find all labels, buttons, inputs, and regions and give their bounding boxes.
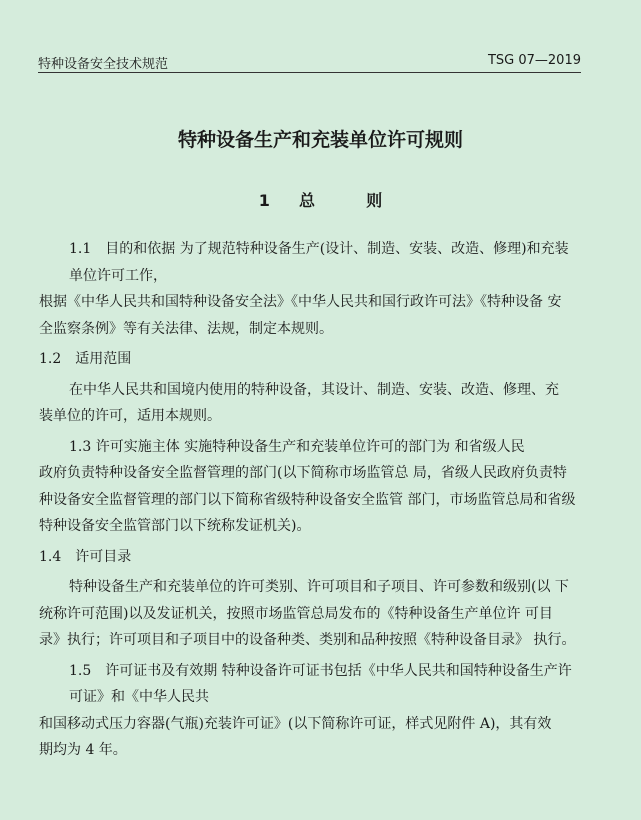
chapter-number: 1 (258, 191, 270, 210)
header-standard-type: 特种设备安全技术规范 (38, 57, 169, 72)
chapter-title-char-2: 则 (366, 191, 383, 210)
text-line: 录》执行；许可项目和子项目中的设备种类、类别和品种按照《特种设备目录》 执行。 (39, 632, 576, 648)
text-line: 政府负责特种设备安全监督管理的部门(以下简称市场监管总 局，省级人民政府负责特 (39, 465, 567, 481)
section-heading: 1.2 适用范围 (39, 351, 132, 367)
text-line: 特种设备生产和充装单位的许可类别、许可项目和子项目、许可参数和级别(以 下 (69, 579, 569, 595)
document-title: 特种设备生产和充装单位许可规则 (177, 129, 463, 151)
text-line: 可证》和《中华人民共 (69, 689, 209, 705)
text-line: 1.5 许可证书及有效期 特种设备许可证书包括《中华人民共和国特种设备生产许 (69, 662, 572, 679)
text-line: 种设备安全监督管理的部门以下简称省级特种设备安全监管 部门，市场监管总局和省级 (39, 491, 576, 508)
header-divider (38, 72, 581, 73)
text-line: 在中华人民共和国境内使用的特种设备，其设计、制造、安装、改造、修理、充 (69, 381, 559, 398)
chapter-title-char-1: 总 (299, 191, 316, 210)
header-standard-code: TSG 07—2019 (487, 53, 581, 68)
text-line: 单位许可工作， (69, 267, 167, 284)
text-line: 1.3 许可实施主体 实施特种设备生产和充装单位许可的部门为 和省级人民 (69, 438, 525, 455)
text-line: 和国移动式压力容器(气瓶)充装许可证》(以下简称许可证，样式见附件 A)，其有效 (39, 715, 552, 732)
document-body (39, 236, 593, 764)
page-header (38, 53, 581, 73)
text-line: 装单位的许可，适用本规则。 (39, 408, 221, 424)
chapter-heading (0, 188, 641, 211)
text-line: 根据《中华人民共和国特种设备安全法》《中华人民共和国行政许可法》《特种设备 安 (39, 294, 562, 310)
text-line: 统称许可范围)以及发证机关，按照市场监管总局发布的《特种设备生产单位许 可目 (39, 605, 553, 622)
section-heading: 1.4 许可目录 (39, 548, 132, 565)
text-line: 全监察条例》等有关法律、法规，制定本规则。 (39, 320, 333, 337)
text-line: 期均为 4 年。 (39, 742, 127, 758)
text-line: 特种设备安全监管部门以下统称发证机关)。 (39, 518, 311, 534)
text-line: 1.1 目的和依据 为了规范特种设备生产(设计、制造、安装、改造、修理)和充装 (69, 241, 569, 257)
